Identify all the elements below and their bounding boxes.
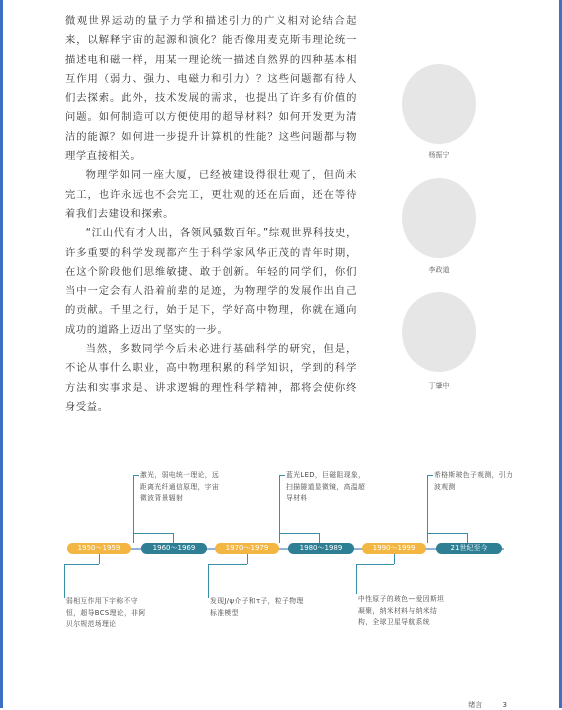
connector-line (247, 554, 248, 564)
footer-section-label: 绪言 (468, 701, 483, 709)
body-text (65, 12, 357, 417)
milestone-note: 希格斯玻色子观测，引力波观测 (434, 471, 514, 491)
connector-line (208, 564, 247, 565)
page-left-border (0, 0, 3, 708)
timeline-period: 1960～1969 (141, 543, 207, 554)
portrait-caption: 杨振宁 (428, 151, 450, 159)
portrait-caption: 丁肇中 (428, 382, 450, 390)
milestone-note: 弱相互作用下宇称不守恒，超导BCS理论，非阿贝尔规范场理论 (66, 597, 146, 628)
connector-line (208, 564, 209, 598)
milestone-note: 发现J/ψ介子和τ子，粒子物理标准模型 (210, 597, 304, 617)
connector-line (356, 564, 394, 565)
portrait-ding-zhaozhong (402, 292, 476, 372)
paragraph: 物理学如同一座大厦，已经被建设得很壮观了，但尚未完工，也许永远也不会完工，更壮观的还在后面，还在等待着我们去建设和探索。 (65, 169, 357, 220)
milestone-note: 蓝光LED，巨磁阻现象，扫描隧道显微镜，高温超导材料 (286, 471, 366, 502)
milestone-note: 激光，弱电统一理论，远距离光纤通信原理，宇宙微波背景辐射 (140, 471, 220, 502)
timeline-period: 1950～1959 (67, 543, 131, 554)
connector-line (64, 564, 99, 565)
timeline-period: 1970～1979 (215, 543, 279, 554)
paragraph: “江山代有才人出，各领风骚数百年。”综观世界科技史，许多重要的科学发现都产生于科学家风华正茂的青年时期，在这个阶段他们思维敏捷、敢于创新。年轻的同学们，你们当中一定会有人沿着前辈的足迹，为物理学的发展作出自己的贡献。千里之行，始于足下，学好高中物理，你就在通向成功的道路上迈出了坚实的一步。 (65, 227, 357, 336)
connector-line (99, 554, 100, 564)
connector-line (133, 533, 173, 534)
portrait-li-zhengdao (402, 178, 476, 258)
timeline-period: 1980～1989 (288, 543, 354, 554)
connector-line (394, 554, 395, 564)
timeline-period: 1990～1999 (362, 543, 426, 554)
page-footer (468, 700, 507, 710)
paragraph: 微观世界运动的量子力学和描述引力的广义相对论结合起来，以解释宇宙的起源和演化？能否像用麦克斯韦理论统一描述电和磁一样，用某一理论统一描述自然界的四种基本相互作用（弱力、强力、电磁力和引力）？这些问题都有待人们去探索。此外，技术发展的需求，也提出了许多有价值的问题。如何制造可以方便使用的超导材料？如何开发更为清洁的能源？如何进一步提升计算机的性能？这些问题都与物理学直接相关。 (65, 15, 357, 163)
connector-line (133, 475, 139, 476)
paragraph: 当然，多数同学今后未必进行基础科学的研究，但是，不论从事什么职业，高中物理积累的科学知识，学到的科学方法和实事求是、讲求逻辑的理性科学精神，都将会使你终身受益。 (65, 343, 357, 413)
connector-line (279, 533, 319, 534)
page-number: 3 (502, 701, 507, 709)
portrait-caption: 李政道 (428, 266, 450, 274)
connector-line (467, 533, 468, 543)
connector-line (427, 533, 467, 534)
connector-line (427, 475, 433, 476)
connector-line (356, 564, 357, 594)
portrait-yang-zhenning (402, 64, 476, 144)
connector-line (64, 564, 65, 598)
connector-line (319, 533, 320, 543)
timeline-period: 21世纪至今 (436, 543, 502, 554)
connector-line (279, 475, 285, 476)
connector-line (173, 533, 174, 543)
milestone-note: 中性原子的玻色—爱因斯坦凝聚，纳米材料与纳米结构，全球卫星导航系统 (358, 595, 445, 626)
